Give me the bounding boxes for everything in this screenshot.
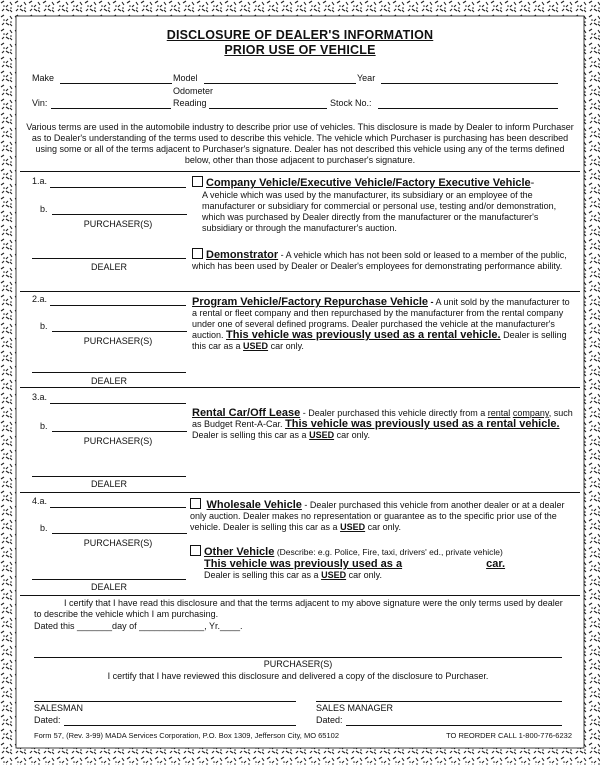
sig-2a-label: 2.a. — [32, 294, 48, 304]
stock-label: Stock No.: — [330, 98, 372, 108]
sig-1a-line[interactable] — [50, 187, 186, 188]
title-line-1: DISCLOSURE OF DEALER'S INFORMATION — [166, 28, 434, 42]
sales-manager-dated-field[interactable] — [346, 725, 562, 726]
wholesale-checkbox[interactable] — [190, 498, 201, 509]
dated-line[interactable]: Dated this _______day of _____________, Yr.____. — [34, 621, 243, 631]
company-word: company — [512, 408, 549, 418]
sig-4b-label: b. — [40, 523, 48, 533]
sig-4a-label: 4.a. — [32, 496, 48, 506]
certify-text: I certify that I have read this disclosure and that the terms adjacent to my above signature were the only terms used by dealer to describe the vehicle which I am purchasing. — [34, 598, 563, 619]
company-vehicle-block: Company Vehicle/Executive Vehicle/Factory Executive Vehicle- A vehicle which was used by the manufacturer, its subsidiary or an employee of the manufacturer or subsidiary for commercial or personal use, testing and/or demonstration, which was purchased by Dealer directly from the manufacturer or the manufacturer's subsidiary or through the manufacturer's auction. — [192, 176, 578, 234]
rental-car-heading: Rental Car/Off Lease — [192, 407, 301, 419]
wholesale-heading: Wholesale Vehicle — [206, 499, 302, 511]
sales-manager-label: SALES MANAGER — [316, 703, 394, 713]
rental-car-block: Rental Car/Off Lease - Dealer purchased this vehicle directly from a rental company, such as Budget Rent-A-Car. This vehicle was previously used as a rental vehicle. Dealer is selling this car as a USED car only. — [192, 407, 573, 440]
car-only-text: car only. — [336, 430, 370, 440]
car-only-text: car only. — [367, 522, 401, 532]
reading-field[interactable] — [209, 108, 327, 109]
odometer-label: Odometer — [173, 86, 214, 96]
wholesale-text: Dealer purchased this vehicle from another dealer or at a dealer only auction. Dealer makes no representation or guarantee as to the specific prior use of the vehicle. Dealer is selling this car as a — [190, 500, 565, 532]
demonstrator-checkbox[interactable] — [192, 248, 203, 259]
divider — [20, 595, 580, 596]
used-label: USED — [321, 570, 347, 580]
other-vehicle-desc: (Describe: e.g. Police, Fire, taxi, drivers' ed., private vehicle) — [276, 547, 503, 557]
salesman-dated-field[interactable] — [64, 725, 296, 726]
demonstrator-text: A vehicle which has not been sold or leased to a member of the public, which has been used by Dealer or Dealer's employees for demonstrating performance ability. — [192, 250, 567, 271]
purchasers-label: PURCHASER(S) — [83, 436, 153, 446]
other-vehicle-bold: This vehicle was previously used as a — [204, 558, 403, 570]
sig-1b-line[interactable] — [52, 214, 187, 215]
model-label: Model — [173, 73, 198, 83]
sales-manager-signature-line[interactable] — [316, 701, 562, 702]
other-vehicle-car: car. — [486, 558, 506, 570]
sig-2a-line[interactable] — [50, 305, 186, 306]
dealer-line[interactable] — [32, 372, 186, 373]
intro-paragraph: Various terms are used in the automobile industry to describe prior use of vehicles. This disclosure is made by Dealer to inform Purchaser as to Dealer's understanding of the terms used to describe this vehicle. The vehicle which Purchaser is purchasing has been described using some or all of the terms adjacent to Purchaser's signature. Dealer has not described this vehicle using any of the terms defined below, other than those adjacent to purchaser's signature. — [26, 122, 574, 165]
other-vehicle-heading: Other Vehicle — [204, 546, 275, 558]
company-vehicle-text: A vehicle which was used by the manufacturer, its subsidiary or an employee of the manufacturer or subsidiary for commercial or personal use, testing and/or demonstration, which was purchased by Dealer directly from the manufacturer or the manufacturer's subsidiary or through the manufacturer's auction. — [202, 190, 557, 233]
year-field[interactable] — [381, 83, 558, 84]
sig-4a-line[interactable] — [50, 507, 186, 508]
company-vehicle-checkbox[interactable] — [192, 176, 203, 187]
year-label: Year — [357, 73, 376, 83]
footer-reorder: TO REORDER CALL 1-800-776-6232 — [446, 731, 572, 740]
sig-3a-label: 3.a. — [32, 392, 48, 402]
sig-3b-label: b. — [40, 421, 48, 431]
sig-1b-label: b. — [40, 204, 48, 214]
divider — [20, 387, 580, 388]
budget-text: , such as Budget Rent-A-Car. — [192, 408, 573, 429]
dealer-line[interactable] — [32, 476, 186, 477]
selling-text: Dealer is selling this car as a — [192, 430, 307, 440]
car-only-text: car only. — [348, 570, 382, 580]
vin-label: Vin: — [32, 98, 48, 108]
divider — [20, 492, 580, 493]
demonstrator-block: Demonstrator - A vehicle which has not been sold or leased to a member of the public, which has been used by Dealer or Dealer's employees for demonstrating performance ability. — [192, 249, 567, 271]
used-label: USED — [243, 341, 269, 351]
used-label: USED — [309, 430, 335, 440]
certify2-text: I certify that I have reviewed this disclosure and delivered a copy of the disclosure to Purchaser. — [107, 671, 489, 681]
sales-manager-dated-label: Dated: — [316, 715, 343, 725]
make-field[interactable] — [60, 83, 172, 84]
dealer-label: DEALER — [90, 582, 127, 592]
dealer-label: DEALER — [90, 479, 127, 489]
dealer-line[interactable] — [32, 579, 186, 580]
used-label: USED — [340, 522, 366, 532]
salesman-signature-line[interactable] — [34, 701, 296, 702]
dealer-label: DEALER — [90, 376, 127, 386]
program-vehicle-heading: Program Vehicle/Factory Repurchase Vehicle — [192, 296, 428, 308]
selling-text: Dealer is selling this car as a — [204, 570, 319, 580]
purchasers-label: PURCHASER(S) — [83, 538, 153, 548]
model-field[interactable] — [204, 83, 356, 84]
divider — [20, 291, 580, 292]
title-line-2: PRIOR USE OF VEHICLE — [224, 43, 376, 57]
sig-1a-label: 1.a. — [32, 176, 48, 186]
footer-form-info: Form 57, (Rev. 3-99) MADA Services Corporation, P.O. Box 1309, Jefferson City, MO 65102 — [34, 731, 339, 740]
other-vehicle-block — [190, 545, 578, 581]
demonstrator-heading: Demonstrator — [206, 249, 279, 261]
rental-word: rental — [487, 408, 511, 418]
sig-3a-line[interactable] — [50, 403, 186, 404]
purchasers-label: PURCHASER(S) — [83, 219, 153, 229]
wholesale-block: Wholesale Vehicle - Dealer purchased this vehicle from another dealer or at a dealer only auction. Dealer makes no representation or guarantee as to the specific prior use of the vehicle. Dealer is selling this car as a USED car only. — [190, 499, 565, 532]
purchaser-signature-line[interactable] — [34, 657, 562, 658]
make-label: Make — [32, 73, 55, 83]
dealer-label: DEALER — [90, 262, 127, 272]
rental-car-text: Dealer purchased this vehicle directly from a — [308, 408, 486, 418]
dealer-line[interactable] — [32, 258, 186, 259]
sig-2b-label: b. — [40, 321, 48, 331]
company-vehicle-heading: Company Vehicle/Executive Vehicle/Factory Executive Vehicle — [206, 177, 531, 189]
program-vehicle-block: Program Vehicle/Factory Repurchase Vehicle - A unit sold by the manufacturer to a rental or fleet company and then repurchased by the manufacturer from the rental company under one of several defined programs. Dealer purchased the vehicle at the manufacturer's auction. This vehicle was previously used as a rental vehicle. Dealer is selling this car as a USED car only. — [192, 296, 570, 351]
purchasers-signature-label: PURCHASER(S) — [263, 659, 333, 669]
car-only-text: car only. — [270, 341, 304, 351]
other-vehicle-checkbox[interactable] — [190, 545, 201, 556]
rental-car-bold: This vehicle was previously used as a rental vehicle. — [285, 418, 560, 430]
program-vehicle-bold: This vehicle was previously used as a rental vehicle. — [226, 329, 501, 341]
vin-field[interactable] — [51, 108, 171, 109]
program-vehicle-text: A unit sold by the manufacturer to a rental or fleet company and then repurchased by the manufacturer from the rental company under one of several defined programs. Dealer purchased the vehicle at the manufacturer's auction. — [192, 297, 570, 340]
stock-field[interactable] — [378, 108, 558, 109]
purchasers-label: PURCHASER(S) — [83, 336, 153, 346]
divider — [20, 171, 580, 172]
selling-text: Dealer is selling this car as a — [192, 330, 567, 351]
sig-4b-line[interactable] — [52, 533, 187, 534]
salesman-label: SALESMAN — [34, 703, 84, 713]
sig-3b-line[interactable] — [52, 431, 187, 432]
salesman-dated-label: Dated: — [34, 715, 61, 725]
sig-2b-line[interactable] — [52, 331, 187, 332]
reading-label: Reading — [173, 98, 207, 108]
